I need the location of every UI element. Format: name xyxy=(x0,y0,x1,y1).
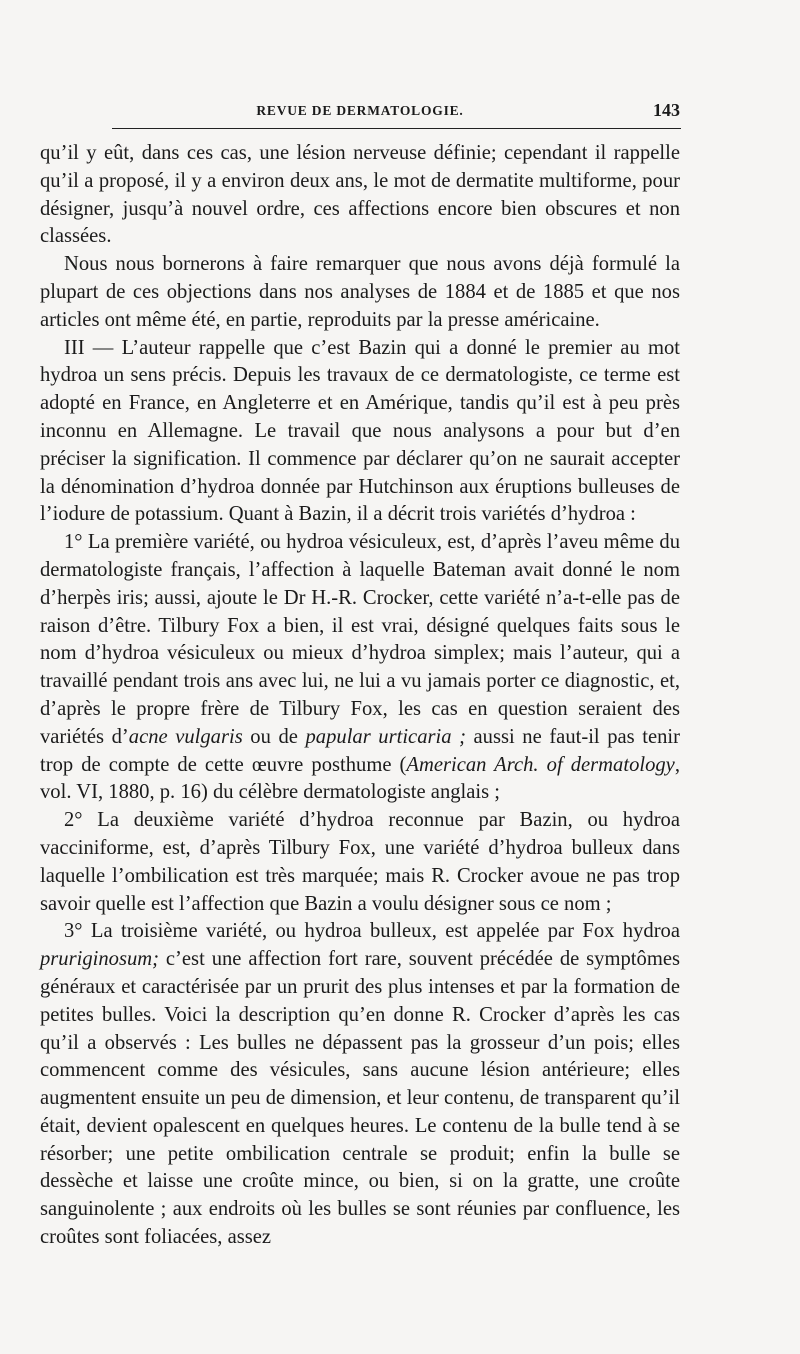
paragraph xyxy=(40,251,680,334)
italic-text: papular urticaria ; xyxy=(305,725,466,748)
paragraph xyxy=(40,335,680,530)
text-segment: III — L’auteur rappelle que c’est Bazin qui a donné le premier au mot hydroa un sens précis. Depuis les travaux de ce dermatologiste, ce terme est adopté en France, en Angleterre et en Amérique, tandis qu’il est à peu près inconnu en Allemagne. Le travail que nous analysons a pour but d’en préciser la signification. Il commence par déclarer qu’on ne saurait accepter la dénomination d’hydroa donnée par Hutchinson aux éruptions bulleuses de l’iodure de potassium. Quant à Bazin, il a décrit trois variétés d’hydroa : xyxy=(40,336,680,526)
text-segment: c’est une affection fort rare, souvent précédée de symptômes généraux et caractérisée par un prurit des plus intenses et par la formation de petites bulles. Voici la description qu’en donne R. Crocker d’après les cas qu’il a observés : Les bulles ne dépassent pas la grosseur d’un pois; elles commencent comme des vésicules, sans aucune lésion antérieure; elles augmentent ensuite un peu de dimension, et leur contenu, de transparent qu’il était, devient opalescent en quelques heures. Le contenu de la bulle tend à se résorber; une petite ombilication centrale se produit; enfin la bulle se dessèche et laisse une croûte mince, ou bien, si on la gratte, une croûte sanguinolente ; aux endroits où les bulles se sont réunies par confluence, les croûtes sont foliacées, assez xyxy=(40,948,680,1249)
paragraph xyxy=(40,918,680,1252)
italic-text: pruriginosum; xyxy=(40,948,159,971)
paragraph xyxy=(40,807,680,918)
paragraph xyxy=(40,529,680,807)
text-segment: Nous nous bornerons à faire remarquer que nous avons déjà formulé la plupart de ces objections dans nos analyses de 1884 et de 1885 et que nos articles ont même été, en partie, reproduits par la presse américaine. xyxy=(40,253,680,331)
text-segment: 1° La première variété, ou hydroa vésiculeux, est, d’après l’aveu même du dermatologiste français, l’affection à laquelle Bateman avait donné le nom d’herpès iris; aussi, ajoute le Dr H.-R. Crocker, cette variété n’a-t-elle pas de raison d’être. Tilbury Fox a bien, il est vrai, désigné quelques faits sous le nom d’hydroa vésiculeux ou mieux d’hydroa simplex; mais l’auteur, qui a travaillé pendant trois ans avec lui, ne lui a vu jamais porter ce diagnostic, et, d’après le propre frère de Tilbury Fox, les cas en question seraient des variétés d’ xyxy=(40,531,680,748)
text-segment: , vol. VI, 1880, p. 16) du célèbre dermatologiste anglais ; xyxy=(40,753,680,804)
paragraph xyxy=(40,140,680,251)
text-segment: ou de xyxy=(242,725,306,748)
header-rule xyxy=(112,128,681,129)
body-text xyxy=(40,140,680,1252)
running-header xyxy=(40,100,680,123)
italic-text: American Arch. of dermatology xyxy=(406,753,675,776)
running-title: REVUE DE DERMATOLOGIE. xyxy=(256,103,464,118)
text-segment: 3° La troisième variété, ou hydroa bulleux, est appelée par Fox hydroa xyxy=(64,920,680,943)
page-number: 143 xyxy=(653,100,680,120)
text-segment: aussi ne faut-il pas tenir trop de compte de cette œuvre posthume ( xyxy=(40,725,680,776)
italic-text: acne vulgaris xyxy=(128,725,243,748)
text-segment: 2° La deuxième variété d’hydroa reconnue par Bazin, ou hydroa vacciniforme, est, d’après Tilbury Fox, une variété d’hydroa bulleux dans laquelle l’ombilication est très marquée; mais R. Crocker avoue ne pas trop savoir quelle est l’affection que Bazin a voulu désigner sous ce nom ; xyxy=(40,809,680,915)
text-segment: qu’il y eût, dans ces cas, une lésion nerveuse définie; cependant il rappelle qu’il a proposé, il y a environ deux ans, le mot de dermatite multiforme, pour désigner, jusqu’à nouvel ordre, ces affections encore bien obscures et non classées. xyxy=(40,142,680,248)
